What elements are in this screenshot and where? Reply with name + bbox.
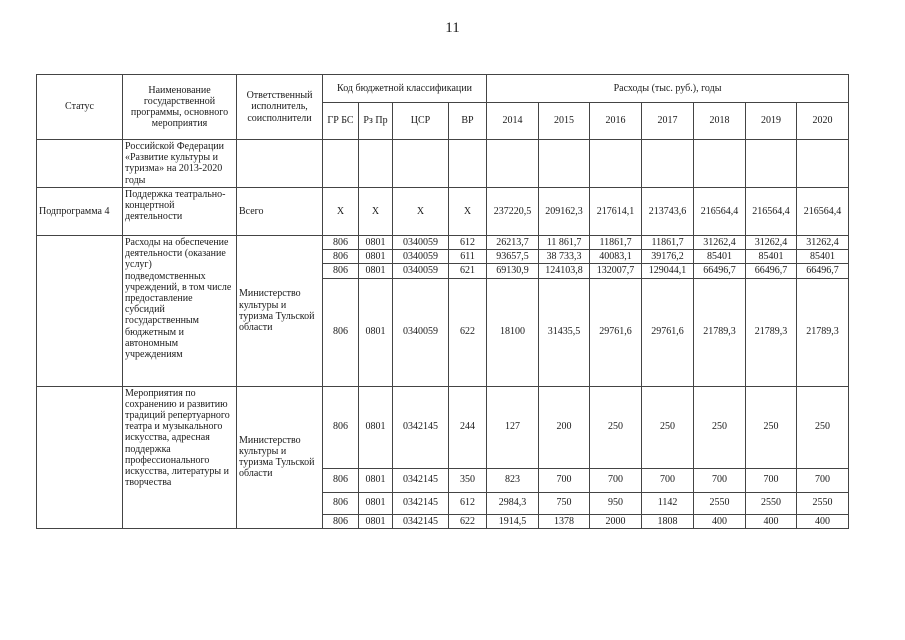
grbs-cell: 806 <box>323 492 359 514</box>
status-cell <box>37 386 123 528</box>
responsible-cell: Министерство культуры и туризма Тульской области <box>237 386 323 528</box>
responsible-cell: Министерство культуры и туризма Тульской области <box>237 236 323 387</box>
value-cell: 129044,1 <box>642 264 694 278</box>
value-cell: 700 <box>590 468 642 492</box>
value-cell: 400 <box>694 514 746 528</box>
header-year: 2016 <box>590 103 642 140</box>
grbs-cell: 806 <box>323 386 359 468</box>
value-cell: 21789,3 <box>746 278 797 386</box>
vr-cell: 612 <box>449 492 487 514</box>
value-cell: 18100 <box>487 278 539 386</box>
grbs-cell: 806 <box>323 278 359 386</box>
value-cell: 40083,1 <box>590 250 642 264</box>
vr-cell: 244 <box>449 386 487 468</box>
value-cell: 11 861,7 <box>539 236 590 250</box>
csr-cell: 0340059 <box>393 264 449 278</box>
value-cell: 29761,6 <box>590 278 642 386</box>
grbs-cell: 806 <box>323 236 359 250</box>
rzpr-cell: 0801 <box>359 492 393 514</box>
header-year: 2017 <box>642 103 694 140</box>
header-year: 2020 <box>797 103 849 140</box>
value-cell: 31262,4 <box>694 236 746 250</box>
value-cell: 21789,3 <box>694 278 746 386</box>
value-cell: 700 <box>797 468 849 492</box>
value-cell: 26213,7 <box>487 236 539 250</box>
value-cell: 2000 <box>590 514 642 528</box>
table-row <box>37 188 849 236</box>
table-row <box>37 236 849 250</box>
header-expenses: Расходы (тыс. руб.), годы <box>487 75 849 103</box>
value-cell: 250 <box>694 386 746 468</box>
value-cell: 69130,9 <box>487 264 539 278</box>
vr-cell: 611 <box>449 250 487 264</box>
value-cell: 11861,7 <box>590 236 642 250</box>
value-cell: 1914,5 <box>487 514 539 528</box>
csr-cell: 0342145 <box>393 514 449 528</box>
value-cell: 209162,3 <box>539 188 590 236</box>
vr-cell: 350 <box>449 468 487 492</box>
rzpr-cell: 0801 <box>359 514 393 528</box>
value-cell: 950 <box>590 492 642 514</box>
value-cell: 400 <box>797 514 849 528</box>
vr-cell: 622 <box>449 514 487 528</box>
table-row <box>37 386 849 468</box>
value-cell: 400 <box>746 514 797 528</box>
header-vr: ВР <box>449 103 487 140</box>
value-cell: 1808 <box>642 514 694 528</box>
value-cell: 2550 <box>694 492 746 514</box>
csr-cell: 0340059 <box>393 278 449 386</box>
status-cell: Подпрограмма 4 <box>37 188 123 236</box>
value-cell: 124103,8 <box>539 264 590 278</box>
vr-cell: Х <box>449 188 487 236</box>
header-budget-code: Код бюджетной классификации <box>323 75 487 103</box>
csr-cell: 0342145 <box>393 468 449 492</box>
grbs-cell: 806 <box>323 264 359 278</box>
rzpr-cell: 0801 <box>359 468 393 492</box>
value-cell: 31262,4 <box>746 236 797 250</box>
header-year: 2018 <box>694 103 746 140</box>
value-cell: 39176,2 <box>642 250 694 264</box>
page-number: 11 <box>445 20 460 36</box>
header-year: 2019 <box>746 103 797 140</box>
header-grbs: ГР БС <box>323 103 359 140</box>
value-cell: 700 <box>746 468 797 492</box>
value-cell: 85401 <box>746 250 797 264</box>
value-cell: 700 <box>539 468 590 492</box>
csr-cell: Х <box>393 188 449 236</box>
rzpr-cell: 0801 <box>359 264 393 278</box>
value-cell: 29761,6 <box>642 278 694 386</box>
header-responsible: Ответственный исполнитель, соисполнители <box>237 75 323 140</box>
value-cell: 31435,5 <box>539 278 590 386</box>
header-rzpr: Рз Пр <box>359 103 393 140</box>
value-cell: 823 <box>487 468 539 492</box>
grbs-cell: 806 <box>323 514 359 528</box>
value-cell: 85401 <box>694 250 746 264</box>
value-cell: 66496,7 <box>694 264 746 278</box>
value-cell: 200 <box>539 386 590 468</box>
table-row <box>37 140 849 188</box>
responsible-cell: Всего <box>237 188 323 236</box>
rzpr-cell: Х <box>359 188 393 236</box>
value-cell: 31262,4 <box>797 236 849 250</box>
grbs-cell: 806 <box>323 250 359 264</box>
value-cell: 93657,5 <box>487 250 539 264</box>
value-cell: 132007,7 <box>590 264 642 278</box>
value-cell: 250 <box>642 386 694 468</box>
value-cell: 2550 <box>797 492 849 514</box>
grbs-cell: Х <box>323 188 359 236</box>
csr-cell: 0342145 <box>393 386 449 468</box>
value-cell: 217614,1 <box>590 188 642 236</box>
csr-cell: 0340059 <box>393 250 449 264</box>
value-cell: 1378 <box>539 514 590 528</box>
value-cell: 750 <box>539 492 590 514</box>
rzpr-cell: 0801 <box>359 250 393 264</box>
value-cell: 216564,4 <box>746 188 797 236</box>
value-cell: 700 <box>642 468 694 492</box>
header-status: Статус <box>37 75 123 140</box>
status-cell <box>37 236 123 387</box>
header-program-name: Наименование государственной программы, основного мероприятия <box>123 75 237 140</box>
value-cell: 250 <box>590 386 642 468</box>
status-cell <box>37 140 123 188</box>
vr-cell: 621 <box>449 264 487 278</box>
rzpr-cell: 0801 <box>359 236 393 250</box>
grbs-cell: 806 <box>323 468 359 492</box>
vr-cell: 622 <box>449 278 487 386</box>
value-cell: 85401 <box>797 250 849 264</box>
value-cell: 66496,7 <box>797 264 849 278</box>
csr-cell: 0340059 <box>393 236 449 250</box>
value-cell: 2550 <box>746 492 797 514</box>
rzpr-cell: 0801 <box>359 278 393 386</box>
program-name-cell: Мероприятия по сохранению и развитию традиций репертуарного театра и музыкального искусства, адресная поддержка профессионального искусства, литературы и творчества <box>123 386 237 528</box>
value-cell: 216564,4 <box>797 188 849 236</box>
rzpr-cell: 0801 <box>359 386 393 468</box>
value-cell: 250 <box>797 386 849 468</box>
csr-cell: 0342145 <box>393 492 449 514</box>
value-cell: 1142 <box>642 492 694 514</box>
value-cell: 11861,7 <box>642 236 694 250</box>
table-header <box>37 75 849 140</box>
value-cell: 21789,3 <box>797 278 849 386</box>
program-name-cell: Поддержка театрально-концертной деятельности <box>123 188 237 236</box>
header-year: 2015 <box>539 103 590 140</box>
value-cell: 216564,4 <box>694 188 746 236</box>
value-cell: 700 <box>694 468 746 492</box>
value-cell: 250 <box>746 386 797 468</box>
value-cell: 38 733,3 <box>539 250 590 264</box>
program-name-cell: Расходы на обеспечение деятельности (оказание услуг) подведомственных учреждений, в том числе предоставление субсидий государственным бюджетным и автономным учреждениям <box>123 236 237 387</box>
value-cell: 127 <box>487 386 539 468</box>
header-year: 2014 <box>487 103 539 140</box>
value-cell: 66496,7 <box>746 264 797 278</box>
budget-table <box>36 74 849 529</box>
value-cell: 2984,3 <box>487 492 539 514</box>
value-cell: 237220,5 <box>487 188 539 236</box>
program-name-cell: Российской Федерации «Развитие культуры и туризма» на 2013-2020 годы <box>123 140 237 188</box>
vr-cell: 612 <box>449 236 487 250</box>
header-csr: ЦСР <box>393 103 449 140</box>
value-cell: 213743,6 <box>642 188 694 236</box>
